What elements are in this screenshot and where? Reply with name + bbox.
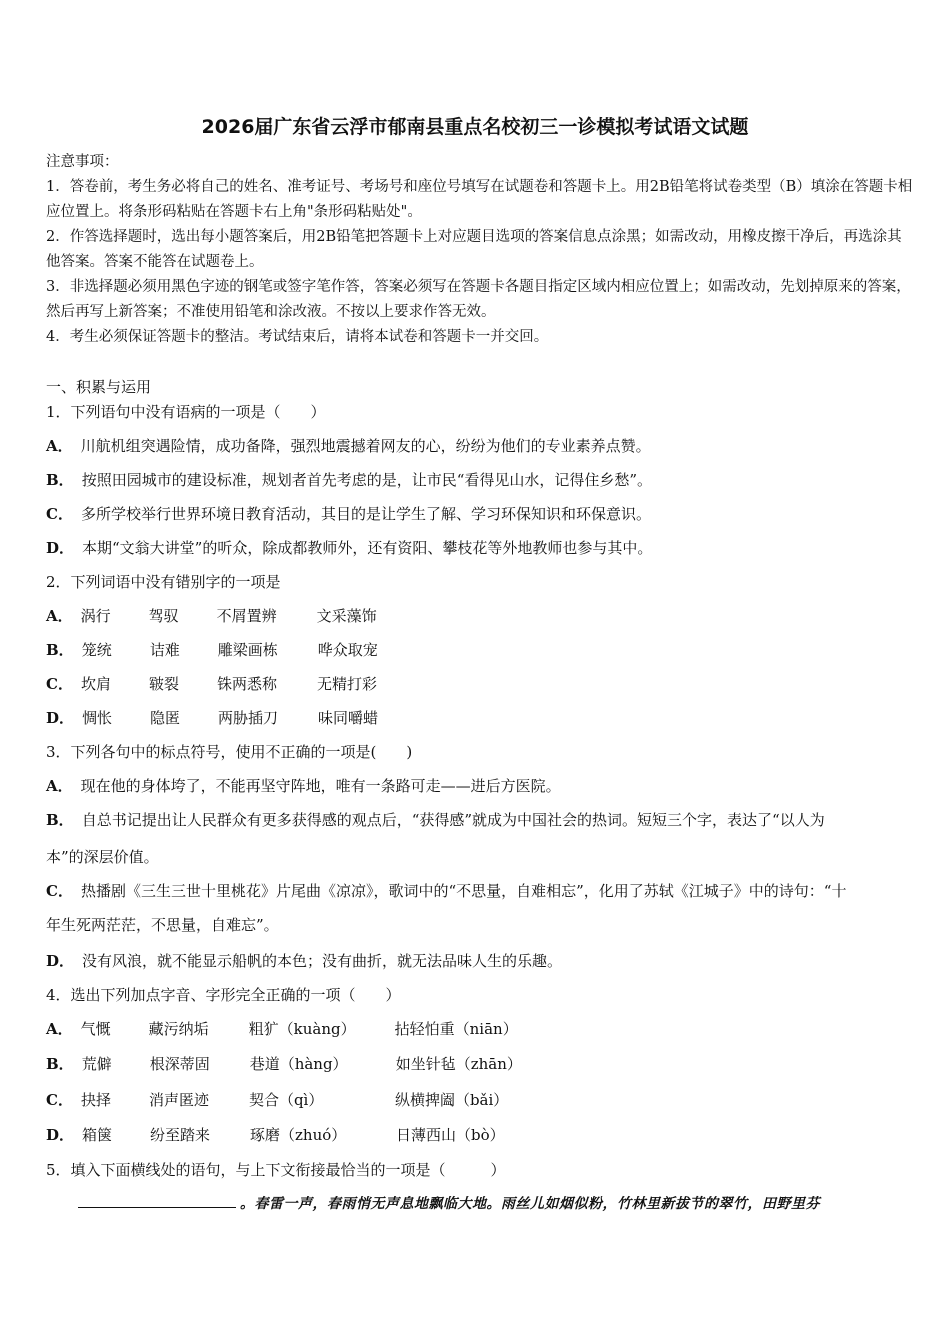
option-label: D． bbox=[46, 952, 75, 970]
word: 契合（qì） bbox=[248, 1091, 324, 1109]
q4-option-d bbox=[46, 1124, 505, 1145]
word: 文采藻饰 bbox=[316, 607, 377, 625]
word: 拈轻怕重（niān） bbox=[394, 1020, 518, 1038]
word: 琢磨（zhuó） bbox=[250, 1126, 347, 1144]
option-text: 多所学校举行世界环境日教育活动，其目的是让学生了解、学习环保知识和环保意识。 bbox=[80, 505, 651, 523]
word: 纷至踏来 bbox=[150, 1126, 211, 1144]
q3-option-c-cont: 年生死两茫茫，不思量，自难忘”。 bbox=[46, 916, 279, 934]
word: 驾驭 bbox=[148, 607, 179, 625]
word: 笼统 bbox=[81, 641, 112, 659]
section-heading: 一、积累与运用 bbox=[46, 378, 152, 396]
word: 日薄西山（bò） bbox=[396, 1126, 505, 1144]
q4-option-a bbox=[46, 1018, 518, 1039]
option-label: C． bbox=[46, 675, 73, 693]
option-label: A． bbox=[46, 1020, 73, 1038]
word: 味同嚼蜡 bbox=[318, 709, 379, 727]
option-label: B． bbox=[46, 1055, 74, 1073]
q2-option-d bbox=[46, 707, 378, 728]
option-label: D． bbox=[46, 709, 75, 727]
word: 雕梁画栋 bbox=[217, 641, 278, 659]
q2-option-a bbox=[46, 605, 377, 626]
word: 粗犷（kuàng） bbox=[248, 1020, 356, 1038]
q1-option-a bbox=[46, 435, 651, 456]
word: 诘难 bbox=[149, 641, 180, 659]
notice-item: 1．答卷前，考生务必将自己的姓名、准考证号、考场号和座位号填写在试题卷和答题卡上。用2B铅笔将试卷类型（B）填涂在答题卡相应位置上。将条形码粘贴在答题卡右上角"条形码粘贴处"。 bbox=[46, 179, 913, 220]
option-text: 没有风浪，就不能显示船帆的本色；没有曲折，就无法品味人生的乐趣。 bbox=[82, 952, 563, 970]
option-label: D． bbox=[46, 539, 75, 557]
q3-option-b bbox=[46, 809, 825, 830]
word: 哗众取宠 bbox=[317, 641, 378, 659]
q4-option-c bbox=[46, 1089, 508, 1110]
option-text: 自总书记提出让人民群众有更多获得感的观点后，“获得感”就成为中国社会的热词。短短三个字，表达了“以人为 bbox=[81, 811, 825, 829]
answer-blank[interactable] bbox=[78, 1193, 236, 1208]
word: 抉择 bbox=[80, 1091, 111, 1109]
word: 如坐针毡（zhān） bbox=[395, 1055, 522, 1073]
option-label: A． bbox=[46, 437, 73, 455]
page-title: 2026届广东省云浮市郁南县重点名校初三一诊模拟考试语文试题 bbox=[201, 116, 749, 138]
word: 巷道（hàng） bbox=[249, 1055, 348, 1073]
word: 荒僻 bbox=[81, 1055, 112, 1073]
q2-stem: 2．下列词语中没有错别字的一项是 bbox=[46, 573, 281, 591]
word: 惆怅 bbox=[82, 709, 113, 727]
q4-option-b bbox=[46, 1053, 522, 1074]
q1-option-c bbox=[46, 503, 651, 524]
word: 气慨 bbox=[80, 1020, 111, 1038]
q3-option-b-cont: 本”的深层价值。 bbox=[46, 848, 159, 866]
word: 铢两悉称 bbox=[216, 675, 277, 693]
q1-option-d bbox=[46, 537, 652, 558]
word: 无精打彩 bbox=[316, 675, 377, 693]
notice-item: 3．非选择题必须用黑色字迹的钢笔或签字笔作答，答案必须写在答题卡各题目指定区域内相应位置上；如需改动，先划掉原来的答案，然后再写上新答案；不准使用铅笔和涂改液。不按以上要求作答无效。 bbox=[46, 279, 911, 320]
word: 根深蒂固 bbox=[149, 1055, 210, 1073]
q3-stem: 3．下列各句中的标点符号，使用不正确的一项是( ) bbox=[46, 743, 413, 761]
option-label: C． bbox=[46, 505, 73, 523]
q5-stem: 5．填入下面横线处的语句，与上下文衔接最恰当的一项是（ ） bbox=[46, 1161, 506, 1179]
q2-option-c bbox=[46, 673, 377, 694]
option-label: A． bbox=[46, 607, 73, 625]
q4-stem: 4．选出下列加点字音、字形完全正确的一项（ ） bbox=[46, 986, 401, 1004]
option-label: C． bbox=[46, 882, 73, 900]
option-text: 热播剧《三生三世十里桃花》片尾曲《凉凉》，歌词中的“不思量，自难相忘”，化用了苏轼《江城子》中的诗句：“十 bbox=[80, 882, 847, 900]
notice-block bbox=[46, 150, 916, 350]
option-text: 川航机组突遇险情，成功备降，强烈地震撼着网友的心，纷纷为他们的专业素养点赞。 bbox=[80, 437, 651, 455]
notice-item: 2．作答选择题时，选出每小题答案后，用2B铅笔把答题卡上对应题目选项的答案信息点涂黑；如需改动，用橡皮擦干净后，再选涂其他答案。答案不能答在试题卷上。 bbox=[46, 229, 902, 270]
word: 皲裂 bbox=[148, 675, 179, 693]
passage-text: 。春雷一声，春雨悄无声息地飘临大地。雨丝儿如烟似粉，竹林里新拔节的翠竹，田野里芬 bbox=[240, 1196, 820, 1212]
option-label: B． bbox=[46, 811, 74, 829]
q1-option-b bbox=[46, 469, 652, 490]
option-text: 现在他的身体垮了，不能再坚守阵地，唯有一条路可走——进后方医院。 bbox=[80, 777, 561, 795]
option-text: 按照田园城市的建设标准，规划者首先考虑的是，让市民“看得见山水，记得住乡愁”。 bbox=[81, 471, 653, 489]
q3-option-c bbox=[46, 880, 846, 901]
notice-item: 4．考生必须保证答题卡的整洁。考试结束后，请将本试卷和答题卡一并交回。 bbox=[46, 329, 549, 345]
q5-passage bbox=[78, 1193, 820, 1213]
word: 隐匿 bbox=[150, 709, 181, 727]
q3-option-a bbox=[46, 775, 561, 796]
word: 坎肩 bbox=[80, 675, 111, 693]
word: 箱箧 bbox=[82, 1126, 113, 1144]
q1-stem: 1．下列语句中没有语病的一项是（ ） bbox=[46, 403, 326, 421]
option-label: B． bbox=[46, 471, 74, 489]
option-text: 本期“文翁大讲堂”的听众，除成都教师外，还有资阳、攀枝花等外地教师也参与其中。 bbox=[82, 539, 653, 557]
word: 不屑置辨 bbox=[216, 607, 277, 625]
notice-heading: 注意事项： bbox=[46, 154, 119, 170]
word: 消声匿迹 bbox=[148, 1091, 209, 1109]
option-label: D． bbox=[46, 1126, 75, 1144]
word: 涡行 bbox=[80, 607, 111, 625]
word: 藏污纳垢 bbox=[148, 1020, 209, 1038]
q2-option-b bbox=[46, 639, 378, 660]
option-label: C． bbox=[46, 1091, 73, 1109]
option-label: A． bbox=[46, 777, 73, 795]
q3-option-d bbox=[46, 950, 562, 971]
option-label: B． bbox=[46, 641, 74, 659]
word: 两胁插刀 bbox=[218, 709, 279, 727]
word: 纵横捭阖（bǎi） bbox=[394, 1091, 509, 1109]
